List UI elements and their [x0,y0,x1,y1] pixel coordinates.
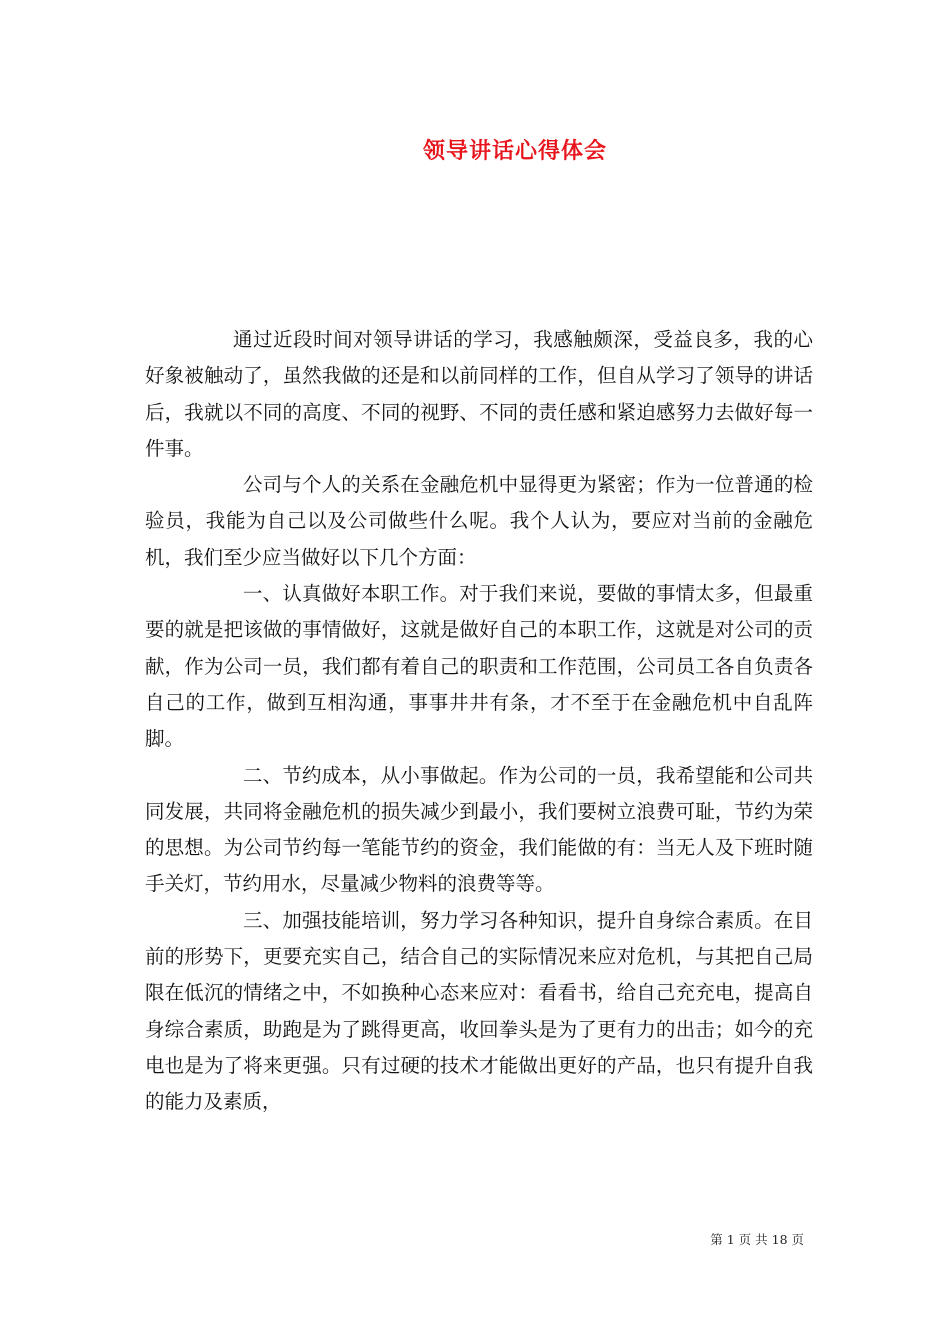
paragraph-point-three: 三、加强技能培训，努力学习各种知识，提升自身综合素质。在目前的形势下，更要充实自己，结合自己的实际情况来应对危机，与其把自己局限在低沉的情绪之中，不如换种心态来应对：看看书，给自己充充电，提高自身综合素质，助跑是为了跳得更高，收回拳头是为了更有力的出击；如今的充电也是为了将来更强。只有过硬的技术才能做出更好的产品，也只有提升自我的能力及素质， [145,908,813,1114]
document-body [145,322,813,1121]
paragraph-point-one: 一、认真做好本职工作。对于我们来说，要做的事情太多，但最重要的就是把该做的事情做好，这就是做好自己的本职工作，这就是对公司的贡献，作为公司一员，我们都有着自己的职责和工作范围，公司员工各自负责各自己的工作，做到互相沟通，事事井井有条，才不至于在金融危机中自乱阵脚。 [145,582,813,751]
paragraph-relationship: 公司与个人的关系在金融危机中显得更为紧密；作为一位普通的检验员，我能为自己以及公司做些什么呢。我个人认为，要应对当前的金融危机，我们至少应当做好以下几个方面： [145,473,813,569]
page-number-footer: 第 1 页 共 18 页 [710,1232,804,1247]
paragraph-point-two: 二、节约成本，从小事做起。作为公司的一员，我希望能和公司共同发展，共同将金融危机的损失减少到最小，我们要树立浪费可耻，节约为荣的思想。为公司节约每一笔能节约的资金，我们能做的有：当无人及下班时随手关灯，节约用水，尽量减少物料的浪费等等。 [145,763,813,896]
paragraph-intro: 通过近段时间对领导讲话的学习，我感触颇深，受益良多，我的心好象被触动了，虽然我做的还是和以前同样的工作，但自从学习了领导的讲话后，我就以不同的高度、不同的视野、不同的责任感和紧迫感努力去做好每一件事。 [145,328,813,460]
document-title: 领导讲话心得体会 [422,139,607,164]
